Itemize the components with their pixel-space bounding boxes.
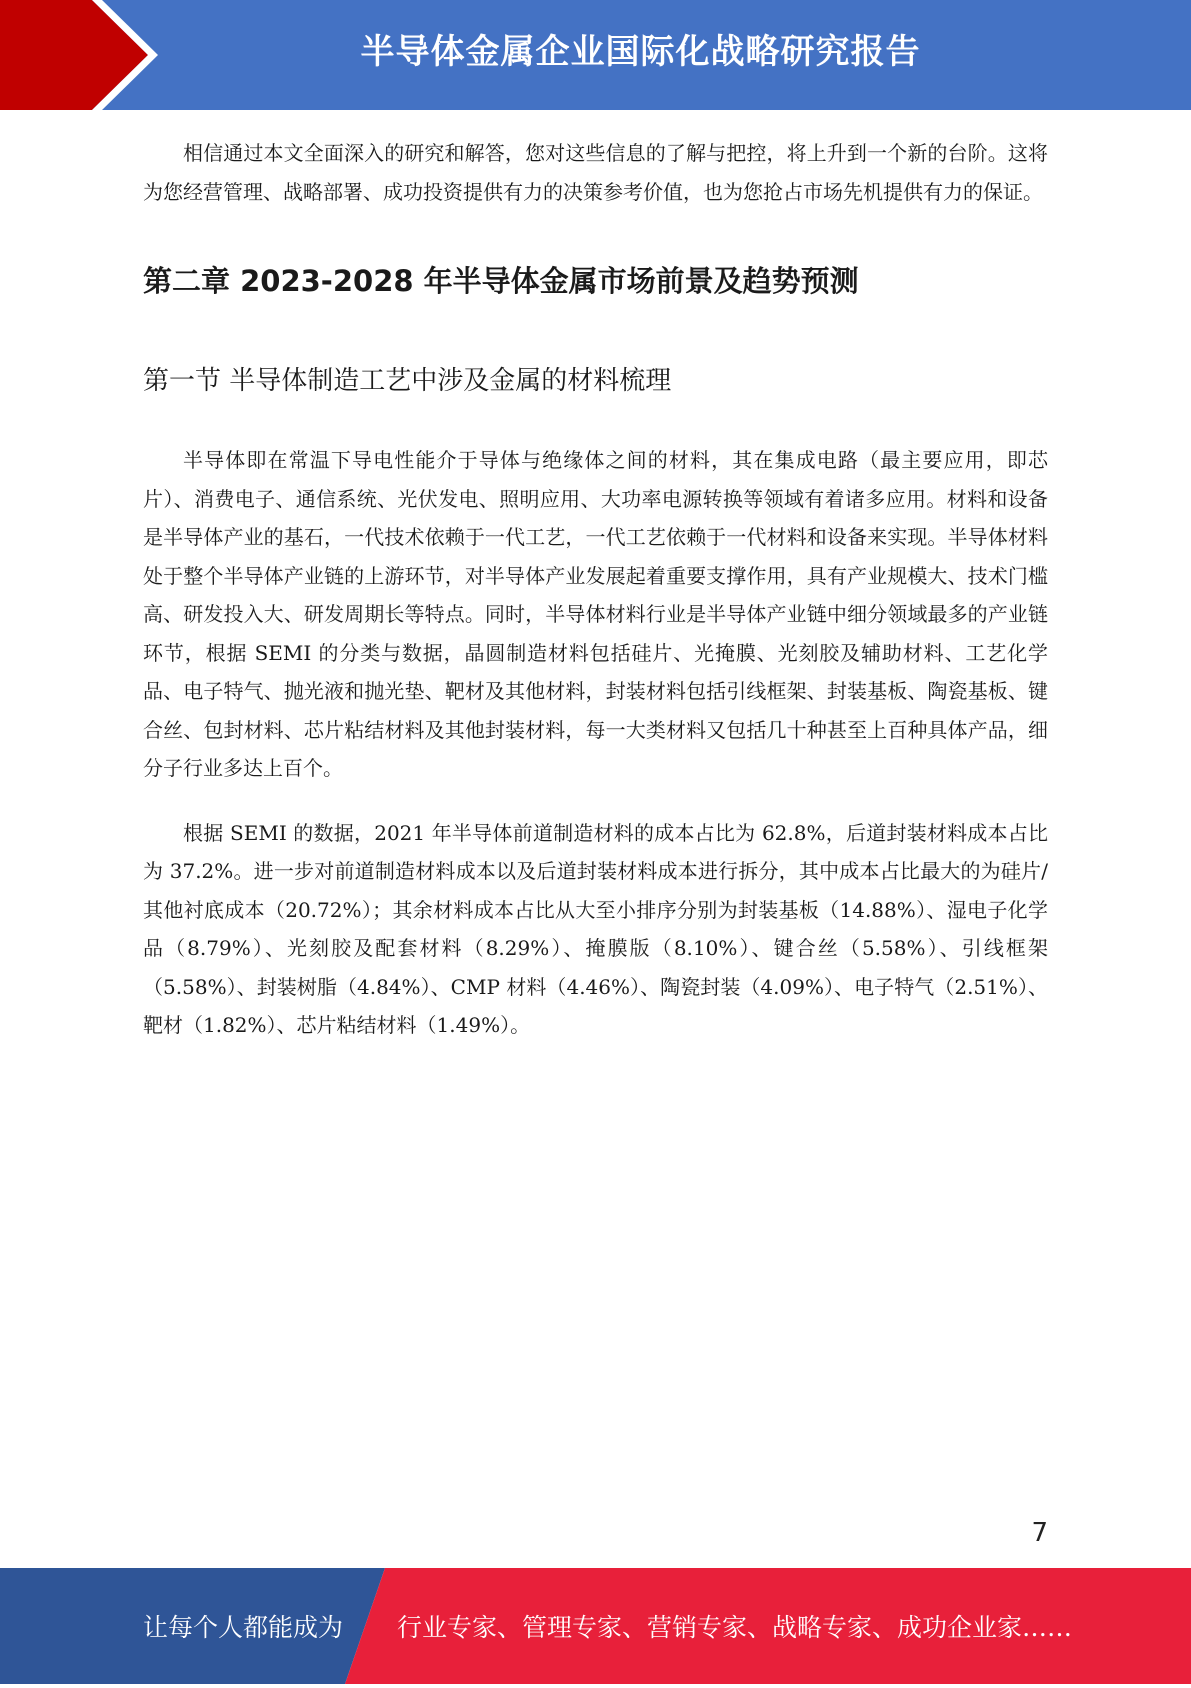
section-paragraph: 半导体即在常温下导电性能介于导体与绝缘体之间的材料，其在集成电路（最主要应用，即芯片）、消费电子、通信系统、光伏发电、照明应用、大功率电源转换等领域有着诸多应用。材料和设备是半导体产业的基石，一代技术依赖于一代工艺，一代工艺依赖于一代材料和设备来实现。半导体材料处于整个半导体产业链的上游环节，对半导体产业发展起着重要支撑作用，具有产业规模大、技术门槛高、研发投入大、研发周期长等特点。同时，半导体材料行业是半导体产业链中细分领域最多的产业链环节，根据 SEMI 的分类与数据，晶圆制造材料包括硅片、光掩膜、光刻胶及辅助材料、工艺化学品、电子特气、抛光液和抛光垫、靶材及其他材料，封装材料包括引线框架、封装基板、陶瓷基板、键合丝、包封材料、芯片粘结材料及其他封装材料，每一大类材料又包括几十种甚至上百种具体产品，细分子行业多达上百个。: [143, 448, 1048, 780]
intro-paragraph: 相信通过本文全面深入的研究和解答，您对这些信息的了解与把控，将上升到一个新的台阶。这将为您经营管理、战略部署、成功投资提供有力的决策参考价值，也为您抢占市场先机提供有力的保证。: [143, 141, 1048, 204]
footer-slogan-left: 让每个人都能成为: [143, 1613, 344, 1642]
chapter-title: 第二章 2023-2028 年半导体金属市场前景及趋势预测: [143, 264, 859, 298]
page-content: [143, 130, 1048, 1045]
page-number: 7: [1031, 1518, 1048, 1548]
page-header: [0, 0, 1191, 110]
footer-slogan-right: 行业专家、管理专家、营销专家、战略专家、成功企业家……: [397, 1613, 1073, 1642]
section-title: 第一节 半导体制造工艺中涉及金属的材料梳理: [143, 366, 672, 396]
section-paragraph: 根据 SEMI 的数据，2021 年半导体前道制造材料的成本占比为 62.8%，后道封装材料成本占比为 37.2%。进一步对前道制造材料成本以及后道封装材料成本进行拆分，其中成本占比最大的为硅片/其他衬底成本（20.72%）；其余材料成本占比从大至小排序分别为封装基板（14.88%）、湿电子化学品（8.79%）、光刻胶及配套材料（8.29%）、掩膜版（8.10%）、键合丝（5.58%）、引线框架（5.58%）、封装树脂（4.84%）、CMP 材料（4.46%）、陶瓷封装（4.09%）、电子特气（2.51%）、靶材（1.82%）、芯片粘结材料（1.49%）。: [143, 820, 1048, 1037]
page-footer: [0, 1568, 1191, 1684]
report-title: 半导体金属企业国际化战略研究报告: [360, 32, 921, 72]
